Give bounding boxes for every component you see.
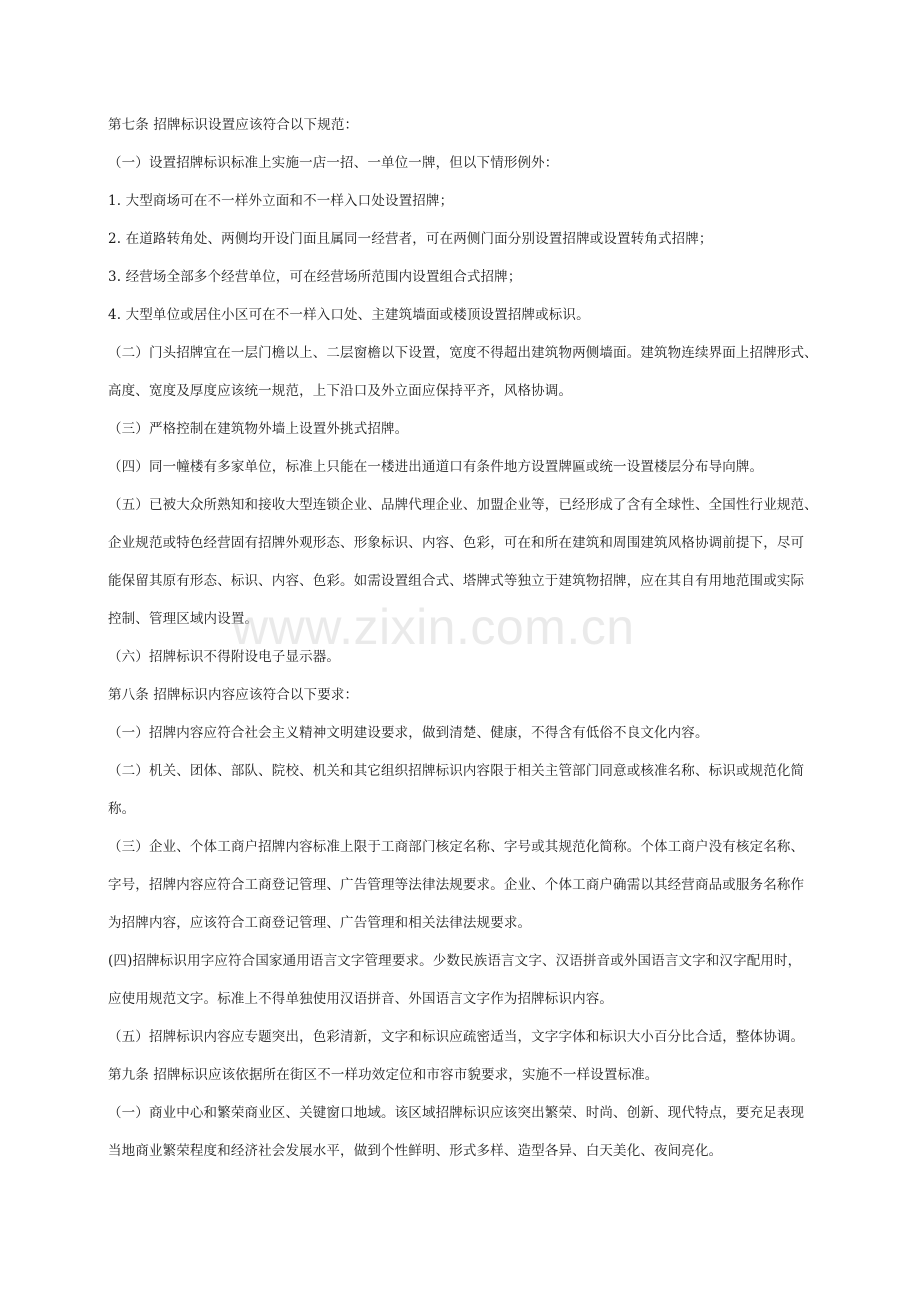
article-7-clause-5-line-2: 企业规范或特色经营固有招牌外观形态、形象标识、内容、色彩，可在和所在建筑和周围建筑风格协调前提下，尽可 [108, 535, 805, 551]
article-9-heading: 第九条 招牌标识应该依据所在街区不一样功效定位和市容市貌要求，实施不一样设置标准。 [108, 1067, 659, 1083]
article-8-clause-3-line-3: 为招牌内容，应该符合工商登记管理、广告管理和相关法律法规要求。 [108, 915, 532, 931]
article-7-heading: 第七条 招牌标识设置应该符合以下规范： [108, 117, 359, 133]
article-7-clause-4: （四）同一幢楼有多家单位，标准上只能在一楼进出通道口有条件地方设置牌匾或统一设置楼层分布导向牌。 [108, 459, 764, 475]
article-7-clause-1: （一）设置招牌标识标准上实施一店一招、一单位一牌，但以下情形例外： [108, 155, 559, 171]
article-9-clause-1-line-1: （一）商业中心和繁荣商业区、关键窗口地域。该区域招牌标识应该突出繁荣、时尚、创新、现代特点，要充足表现 [108, 1105, 805, 1121]
article-7-clause-5-line-4: 控制、管理区域内设置。 [108, 611, 259, 627]
article-8-clause-4-line-2: 应使用规范文字。标准上不得单独使用汉语拼音、外国语言文字作为招牌标识内容。 [108, 991, 614, 1007]
article-7-item-2: 2. 在道路转角处、两侧均开设门面且属同一经营者，可在两侧门面分别设置招牌或设置转角式招牌； [108, 231, 713, 247]
article-8-clause-3-line-1: （三）企业、个体工商户招牌内容标准上限于工商部门核定名称、字号或其规范化简称。个体工商户没有核定名称、 [108, 839, 805, 855]
article-7-clause-5-line-3: 能保留其原有形态、标识、内容、色彩。如需设置组合式、塔牌式等独立于建筑物招牌，应在其自有用地范围或实际 [108, 573, 805, 589]
article-8-clause-5: （五）招牌标识内容应专题突出，色彩清新，文字和标识应疏密适当，文字字体和标识大小百分比合适，整体协调。 [108, 1029, 805, 1045]
site-watermark: www.zixin.com.cn [232, 599, 635, 655]
article-8-clause-2-line-1: （二）机关、团体、部队、院校、机关和其它组织招牌标识内容限于相关主管部门同意或核准名称、标识或规范化简 [108, 763, 805, 779]
article-8-clause-4-line-1: (四)招牌标识用字应符合国家通用语言文字管理要求。少数民族语言文字、汉语拼音或外国语言文字和汉字配用时， [108, 953, 802, 969]
article-8-clause-2-line-2: 称。 [108, 801, 136, 817]
article-7-clause-2-line-1: （二）门头招牌宜在一层门檐以上、二层窗檐以下设置，宽度不得超出建筑物两侧墙面。建筑物连续界面上招牌形式、 [108, 345, 818, 361]
article-7-clause-5-line-1: （五）已被大众所熟知和接收大型连锁企业、品牌代理企业、加盟企业等，已经形成了含有全球性、全国性行业规范、 [108, 497, 818, 513]
article-7-item-4: 4. 大型单位或居住小区可在不一样入口处、主建筑墙面或楼顶设置招牌或标识。 [108, 307, 590, 323]
article-8-clause-1: （一）招牌内容应符合社会主义精神文明建设要求，做到清楚、健康，不得含有低俗不良文化内容。 [108, 725, 709, 741]
document-body [108, 116, 823, 1180]
article-7-clause-3: （三）严格控制在建筑物外墙上设置外挑式招牌。 [108, 421, 409, 437]
article-7-item-3: 3. 经营场全部多个经营单位，可在经营场所范围内设置组合式招牌； [108, 269, 522, 285]
article-7-item-1: 1. 大型商场可在不一样外立面和不一样入口处设置招牌； [108, 193, 454, 209]
article-7-clause-6: （六）招牌标识不得附设电子显示器。 [108, 649, 341, 665]
document-text [108, 116, 823, 1161]
article-8-heading: 第八条 招牌标识内容应该符合以下要求： [108, 687, 359, 703]
article-9-clause-1-line-2: 当地商业繁荣程度和经济社会发展水平，做到个性鲜明、形式多样、造型各异、白天美化、夜间亮化。 [108, 1143, 723, 1159]
article-7-clause-2-line-2: 高度、宽度及厚度应该统一规范，上下沿口及外立面应保持平齐，风格协调。 [108, 383, 573, 399]
article-8-clause-3-line-2: 字号，招牌内容应符合工商登记管理、广告管理等法律法规要求。企业、个体工商户确需以其经营商品或服务名称作 [108, 877, 805, 893]
